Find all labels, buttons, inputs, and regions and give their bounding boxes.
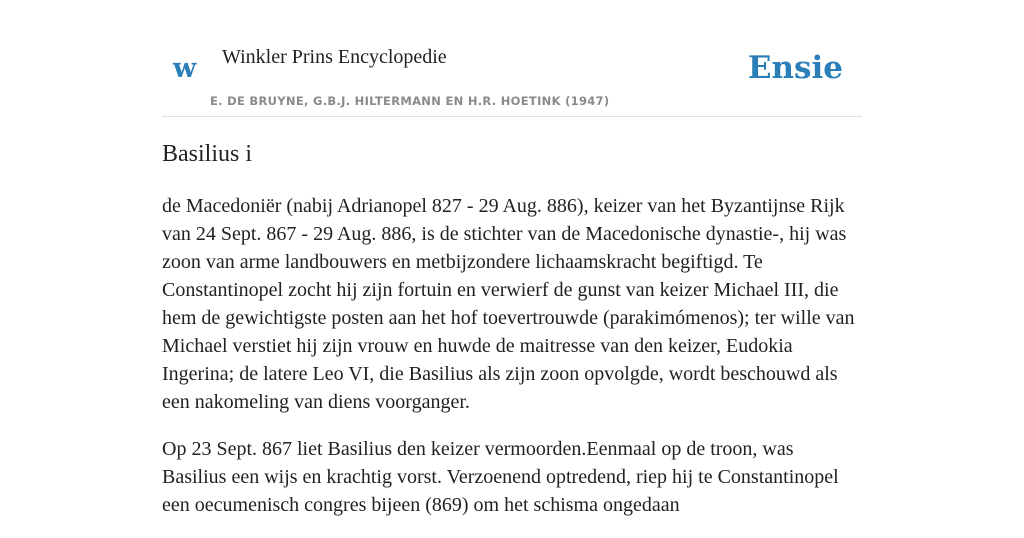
- site-title[interactable]: Winkler Prins Encyclopedie: [222, 46, 447, 68]
- site-logo-icon[interactable]: w: [173, 53, 197, 84]
- brand-logo[interactable]: Ensie: [747, 50, 843, 86]
- entry-body: [162, 192, 862, 538]
- entry-title: Basilius i: [162, 141, 253, 167]
- article-card: [162, 0, 862, 516]
- site-header: [162, 0, 862, 117]
- authors-line: E. DE BRUYNE, G.B.J. HILTERMANN EN H.R. HOETINK (1947): [210, 94, 610, 108]
- paragraph: de Macedoniër (nabij Adrianopel 827 - 29 Aug. 886), keizer van het Byzantijnse Rijk van 24 Sept. 867 - 29 Aug. 886, is de stichter van de Macedonische dynastie-, hij was zoon van arme landbouwers en metbijzondere lichaamskracht begiftigd. Te Constantinopel zocht hij zijn fortuin en verwierf de gunst van keizer Michael III, die hem de gewichtigste posten aan het hof toevertrouwde (parakimómenos); ter wille van Michael verstiet hij zijn vrouw en huwde de maitresse van den keizer, Eudokia Ingerina; de latere Leo VI, die Basilius als zijn zoon opvolgde, wordt beschouwd als een nakomeling van diens voorganger.: [162, 195, 855, 413]
- paragraph: Op 23 Sept. 867 liet Basilius den keizer vermoorden.Eenmaal op de troon, was Basilius een wijs en krachtig vorst. Verzoenend optredend, riep hij te Constantinopel een oecumenisch congres bijeen (869) om het schisma ongedaan: [162, 438, 839, 516]
